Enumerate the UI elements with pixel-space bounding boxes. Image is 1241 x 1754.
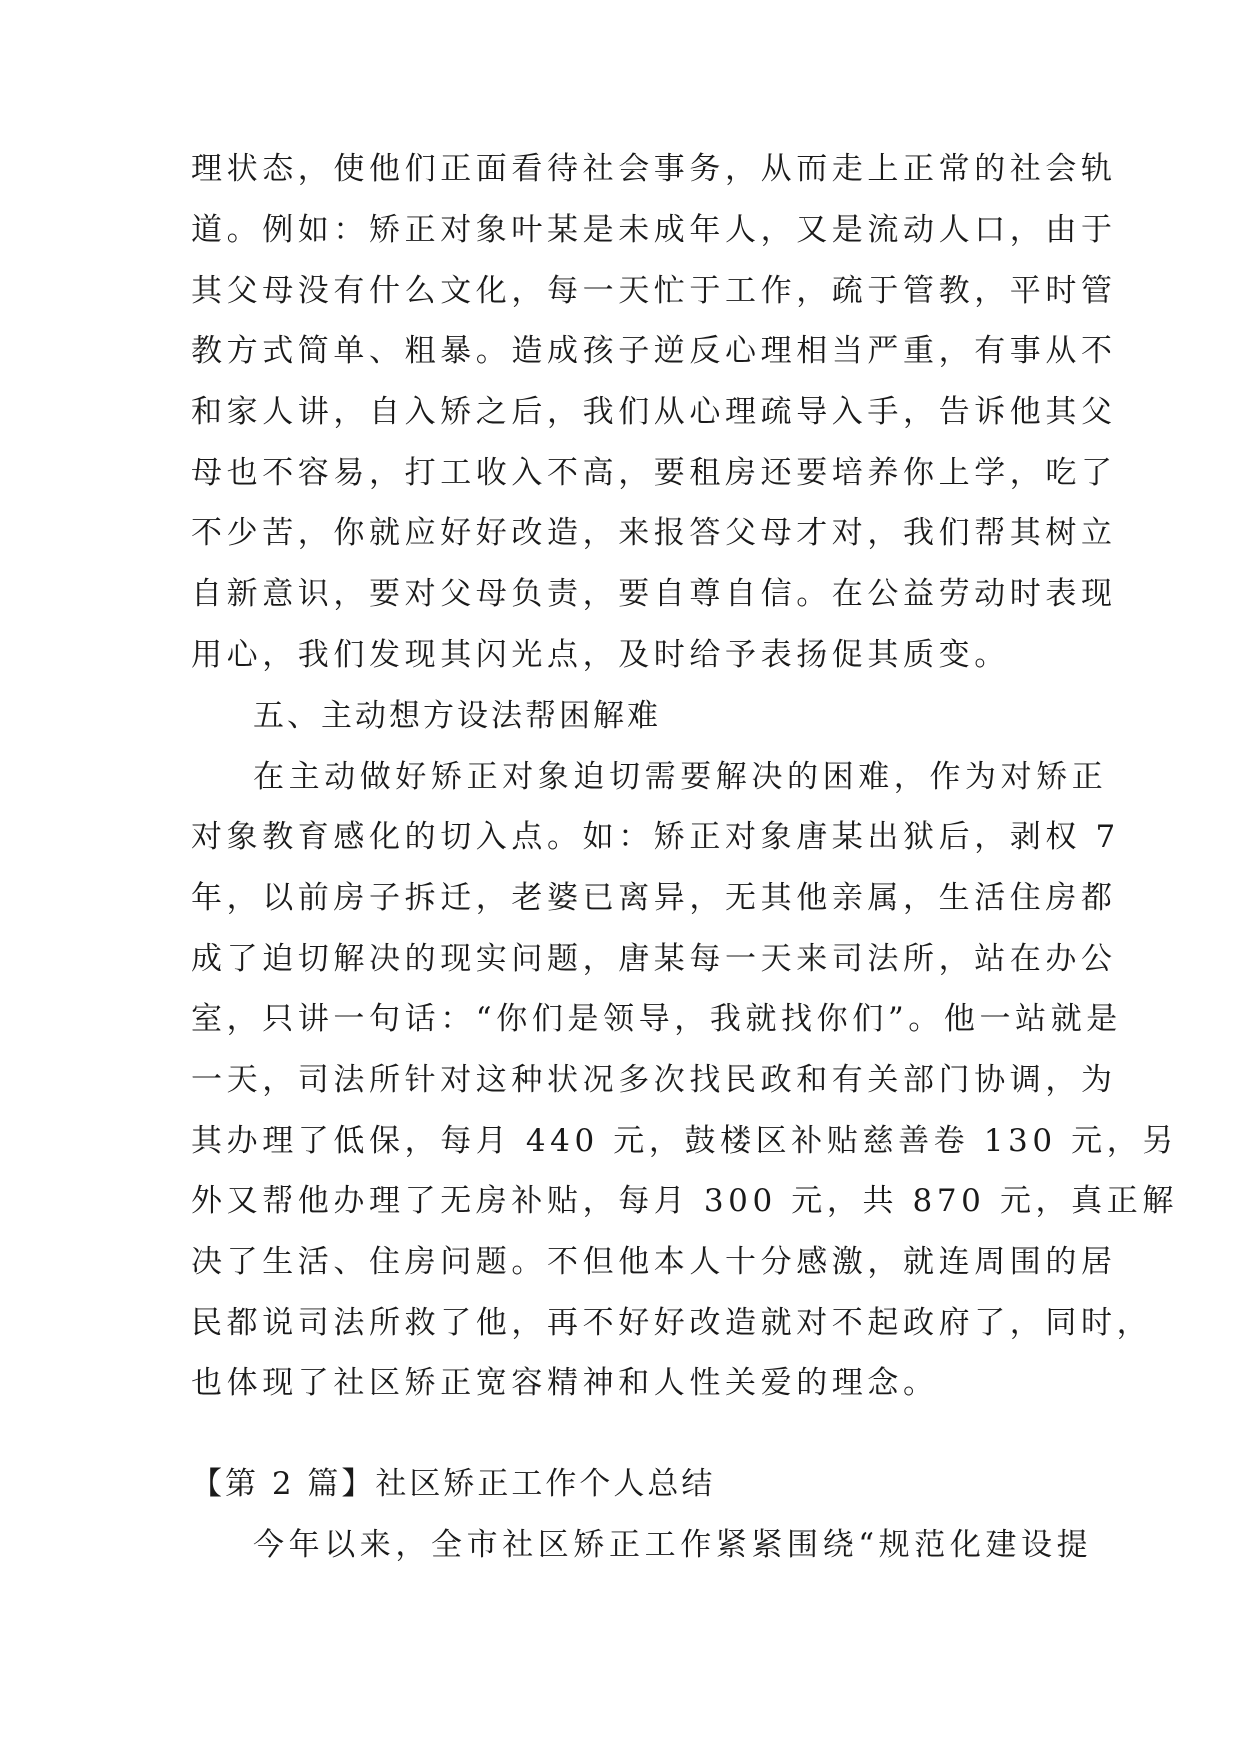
- text-line: 外又帮他办理了无房补贴，每月 300 元，共 870 元，真正解: [191, 1183, 1178, 1219]
- text-line: 一天，司法所针对这种状况多次找民政和有关部门协调，为: [191, 1062, 1117, 1098]
- text-line: 决了生活、住房问题。不但他本人十分感激，就连周围的居: [191, 1244, 1117, 1280]
- text-line: 道。例如：矫正对象叶某是未成年人，又是流动人口，由于: [191, 212, 1117, 248]
- text-line: 在主动做好矫正对象迫切需要解决的困难，作为对矫正: [253, 759, 1108, 795]
- text-line: 自新意识，要对父母负责，要自尊自信。在公益劳动时表现: [191, 576, 1117, 612]
- text-line: 室，只讲一句话：“你们是领导，我就找你们”。他一站就是: [191, 1001, 1122, 1037]
- text-line: 用心，我们发现其闪光点，及时给予表扬促其质变。: [191, 637, 1010, 673]
- text-line: 理状态，使他们正面看待社会事务，从而走上正常的社会轨: [191, 151, 1117, 187]
- text-line: 也体现了社区矫正宽容精神和人性关爱的理念。: [191, 1365, 939, 1401]
- text-line: 其办理了低保，每月 440 元，鼓楼区补贴慈善卷 130 元，另: [191, 1123, 1178, 1159]
- section-heading: 五、主动想方设法帮困解难: [253, 698, 661, 734]
- text-line: 和家人讲，自入矫之后，我们从心理疏导入手，告诉他其父: [191, 394, 1117, 430]
- text-line: 民都说司法所救了他，再不好好改造就对不起政府了，同时，: [191, 1305, 1153, 1341]
- text-line: 成了迫切解决的现实问题，唐某每一天来司法所，站在办公: [191, 941, 1117, 977]
- text-line: 对象教育感化的切入点。如：矫正对象唐某出狱后，剥权 7: [191, 819, 1120, 855]
- text-line: 不少苦，你就应好好改造，来报答父母才对，我们帮其树立: [191, 515, 1117, 551]
- text-line: 年，以前房子拆迁，老婆已离异，无其他亲属，生活住房都: [191, 880, 1117, 916]
- text-line: 母也不容易，打工收入不高，要租房还要培养你上学，吃了: [191, 455, 1117, 491]
- text-line: 其父母没有什么文化，每一天忙于工作，疏于管教，平时管: [191, 273, 1117, 309]
- text-line: 今年以来，全市社区矫正工作紧紧围绕“规范化建设提: [253, 1527, 1093, 1563]
- text-line: 教方式简单、粗暴。造成孩子逆反心理相当严重，有事从不: [191, 333, 1117, 369]
- article-title: 【第 2 篇】社区矫正工作个人总结: [191, 1466, 716, 1502]
